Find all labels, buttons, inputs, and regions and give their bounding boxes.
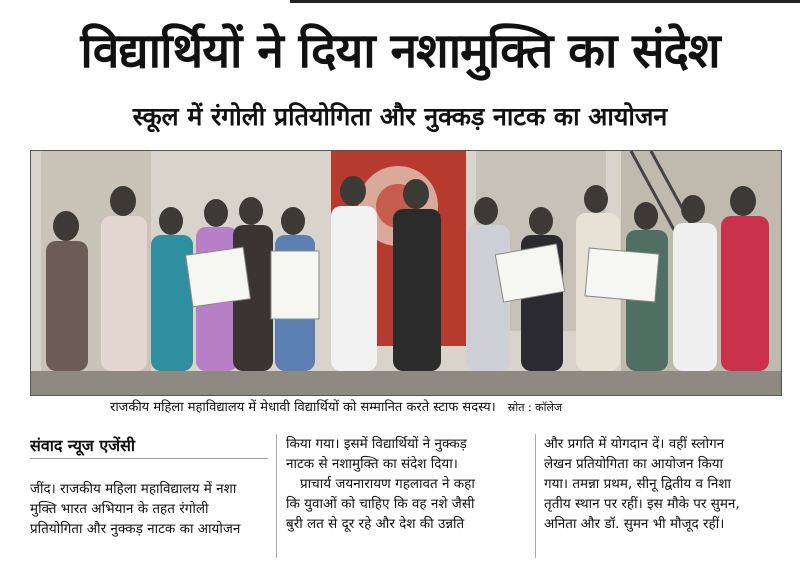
column-divider bbox=[276, 434, 277, 558]
article-line: किया गया। इसमें विद्यार्थियों ने नुक्कड़ bbox=[286, 436, 467, 452]
article-line: प्रतियोगिता और नुक्कड़ नाटक का आयोजन bbox=[30, 521, 241, 537]
article-column-2 bbox=[286, 434, 526, 560]
article-column-1 bbox=[30, 434, 268, 560]
group-photo-illustration bbox=[31, 151, 781, 395]
article-line: नाटक से नशामुक्ति का संदेश दिया। bbox=[286, 456, 458, 472]
headline: विद्यार्थियों ने दिया नशामुक्ति का संदेश bbox=[80, 23, 720, 79]
news-photo bbox=[30, 150, 782, 396]
article-line: मुक्ति भारत अभियान के तहत रंगोली bbox=[30, 501, 209, 517]
column-divider bbox=[535, 434, 536, 558]
article-line: जींद। राजकीय महिला महाविद्यालय में नशा bbox=[30, 481, 237, 497]
caption-text: राजकीय महिला महाविद्यालय में मेधावी विद्यार्थियों को सम्मानित करते स्टाफ सदस्य। bbox=[110, 400, 496, 415]
article-line: बुरी लत से दूर रहे और देश की उन्नति bbox=[286, 516, 465, 532]
article-line: लेखन प्रतियोगिता का आयोजन किया bbox=[544, 456, 724, 472]
article-line: प्राचार्य जयनारायण गहलावत ने कहा bbox=[300, 476, 475, 492]
article-line: और प्रगति में योगदान दें। वहीं स्लोगन bbox=[544, 436, 725, 452]
article-column-3 bbox=[544, 434, 782, 560]
article-line: कि युवाओं को चाहिए कि वह नशे जैसी bbox=[286, 496, 475, 512]
agency-byline: संवाद न्यूज एजेंसी bbox=[30, 434, 268, 459]
subheadline: स्कूल में रंगोली प्रतियोगिता और नुक्कड़ नाटक का आयोजन bbox=[132, 102, 668, 131]
photo-caption bbox=[110, 397, 790, 419]
top-rule bbox=[290, 0, 800, 3]
article-line: गया। तमन्ना प्रथम, सीनू द्वितीय व निशा bbox=[544, 476, 731, 492]
article-line: अनिता और डॉ. सुमन भी मौजूद रहीं। bbox=[544, 516, 725, 532]
caption-credit: स्रोत : कॉलेज bbox=[507, 401, 563, 414]
article-line: तृतीय स्थान पर रहीं। इस मौके पर सुमन, bbox=[544, 496, 740, 512]
